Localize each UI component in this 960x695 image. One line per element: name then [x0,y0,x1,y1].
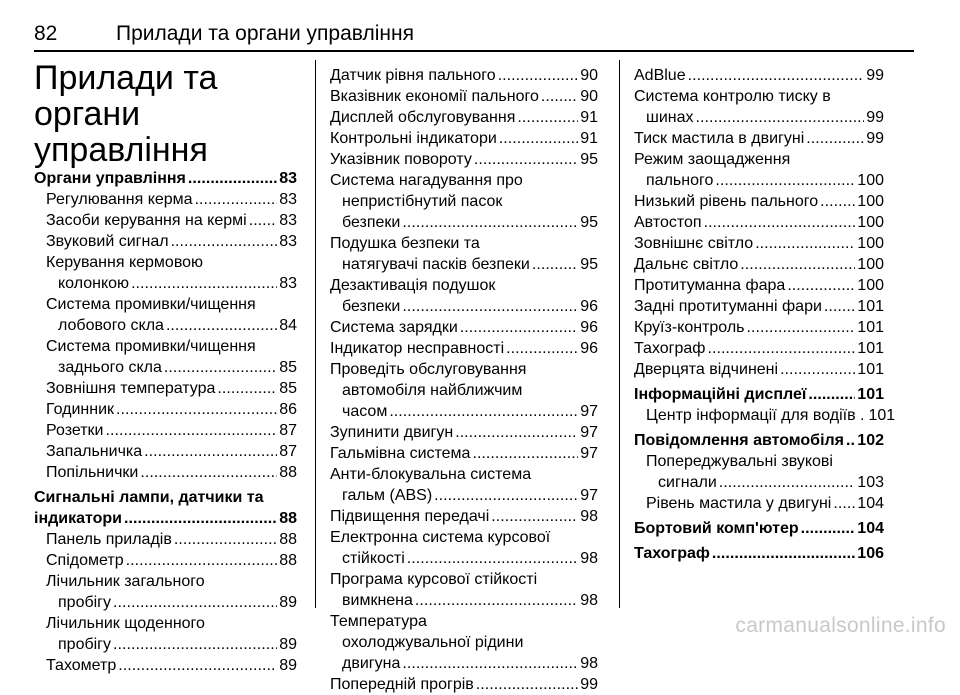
toc-entry[interactable]: Проведіть обслуговування автомобіля найближчим часом . . . 97 [330,359,598,422]
toc-entry[interactable]: Електронна система курсової стійкості . . . 98 [330,527,598,569]
toc-entry[interactable]: Звуковий сигнал . . . 83 [34,231,297,252]
toc-section-entry[interactable]: Інформаційні дисплеї . . . 101 [634,384,884,405]
toc-entry[interactable]: Дальнє світло . . . 100 [634,254,884,275]
toc-entry[interactable]: Програма курсової стійкості вимкнена . . . 98 [330,569,598,611]
toc-entry[interactable]: Тахометр . . . 89 [34,655,297,676]
toc-entry[interactable]: Центр інформації для водіїв . 101 [646,407,896,424]
toc-entry[interactable]: Дезактивація подушок безпеки . . . 96 [330,275,598,317]
toc-entry[interactable]: Підвищення передачі . . . 98 [330,506,598,527]
toc-entry[interactable]: Зовнішнє світло . . . 100 [634,233,884,254]
toc-entry[interactable]: Система промивки/чищення лобового скла . . . 84 [34,294,297,336]
toc-column-1 [34,168,297,676]
toc-entry[interactable]: Датчик рівня пального . . . 90 [330,65,598,86]
toc-entry[interactable]: Гальмівна система . . . 97 [330,443,598,464]
toc-entry[interactable]: Спідометр . . . 88 [34,550,297,571]
toc-entry[interactable]: Панель приладів . . . 88 [34,529,297,550]
column-divider [619,60,620,608]
toc-entry[interactable]: Анти-блокувальна система гальм (ABS) . . . 97 [330,464,598,506]
toc-entry[interactable]: Режим заощадження пального . . . 100 [634,149,884,191]
toc-entry[interactable]: Подушка безпеки та натягувачі пасків безпеки . . . 95 [330,233,598,275]
toc-entry[interactable]: Зупинити двигун . . . 97 [330,422,598,443]
toc-entry[interactable]: Попереджувальні звукові сигнали . . . 103 [634,451,884,493]
toc-column-2 [330,65,598,695]
toc-entry[interactable]: Система нагадування про непристібнутий пасок безпеки . . . 95 [330,170,598,233]
toc-entry[interactable]: Лічильник щоденного пробігу . . . 89 [34,613,297,655]
toc-entry[interactable]: Попередній прогрів . . . 99 [330,674,598,695]
column-divider [315,60,316,608]
page-number: 82 [34,22,58,45]
toc-entry[interactable]: Система промивки/чищення заднього скла . . . 85 [34,336,297,378]
toc-section-entry[interactable]: Бортовий комп'ютер . . . 104 [634,518,884,539]
toc-entry[interactable]: Дисплей обслуговування . . . 91 [330,107,598,128]
toc-entry[interactable]: AdBlue . . . 99 [634,65,884,86]
toc-entry[interactable]: Розетки . . . 87 [34,420,297,441]
toc-entry[interactable]: Індикатор несправності . . . 96 [330,338,598,359]
toc-entry[interactable]: Температура охолоджувальної рідини двигуна . . . 98 [330,611,598,674]
header-rule [34,50,914,52]
toc-section-entry[interactable]: Тахограф . . . 106 [634,543,884,564]
toc-entry[interactable]: Система зарядки . . . 96 [330,317,598,338]
toc-entry[interactable]: Засоби керування на кермі . . . 83 [34,210,297,231]
toc-entry[interactable]: Дверцята відчинені . . . 101 [634,359,884,380]
watermark: carmanualsonline.info [735,614,946,637]
toc-entry[interactable]: Вказівник економії пального . . . 90 [330,86,598,107]
toc-section-entry[interactable]: Повідомлення автомобіля . . . 102 [634,430,884,451]
section-title [34,60,304,168]
page-header [34,0,914,52]
toc-entry[interactable]: Автостоп . . . 100 [634,212,884,233]
toc-entry[interactable]: Керування кермовою колонкою . . . 83 [34,252,297,294]
running-title: Прилади та органи управління [116,22,414,45]
toc-entry[interactable]: Низький рівень пального . . . 100 [634,191,884,212]
toc-entry[interactable]: Запальничка . . . 87 [34,441,297,462]
toc-entry[interactable]: Указівник повороту . . . 95 [330,149,598,170]
toc-section-entry[interactable]: Органи управління . . . 83 [34,168,297,189]
toc-entry[interactable]: Система контролю тиску в шинах . . . 99 [634,86,884,128]
toc-entry[interactable]: Контрольні індикатори . . . 91 [330,128,598,149]
toc-entry[interactable]: Задні протитуманні фари . . . 101 [634,296,884,317]
toc-entry[interactable]: Круїз-контроль . . . 101 [634,317,884,338]
toc-section-entry[interactable]: Сигнальні лампи, датчики та індикатори . . . 88 [34,487,297,529]
toc-entry[interactable]: Попільнички . . . 88 [34,462,297,483]
section-title-line1: Прилади та органи [34,59,218,133]
toc-entry[interactable]: Зовнішня температура . . . 85 [34,378,297,399]
section-title-line2: управління [34,131,208,169]
toc-entry[interactable]: Лічильник загального пробігу . . . 89 [34,571,297,613]
toc-entry[interactable]: Протитуманна фара . . . 100 [634,275,884,296]
toc-entry[interactable]: Регулювання керма . . . 83 [34,189,297,210]
toc-column-3 [634,65,896,564]
toc-entry[interactable]: Годинник . . . 86 [34,399,297,420]
toc-entry[interactable]: Тиск мастила в двигуні . . . 99 [634,128,884,149]
toc-entry[interactable]: Тахограф . . . 101 [634,338,884,359]
toc-entry[interactable]: Рівень мастила у двигуні . . . 104 [634,493,884,514]
